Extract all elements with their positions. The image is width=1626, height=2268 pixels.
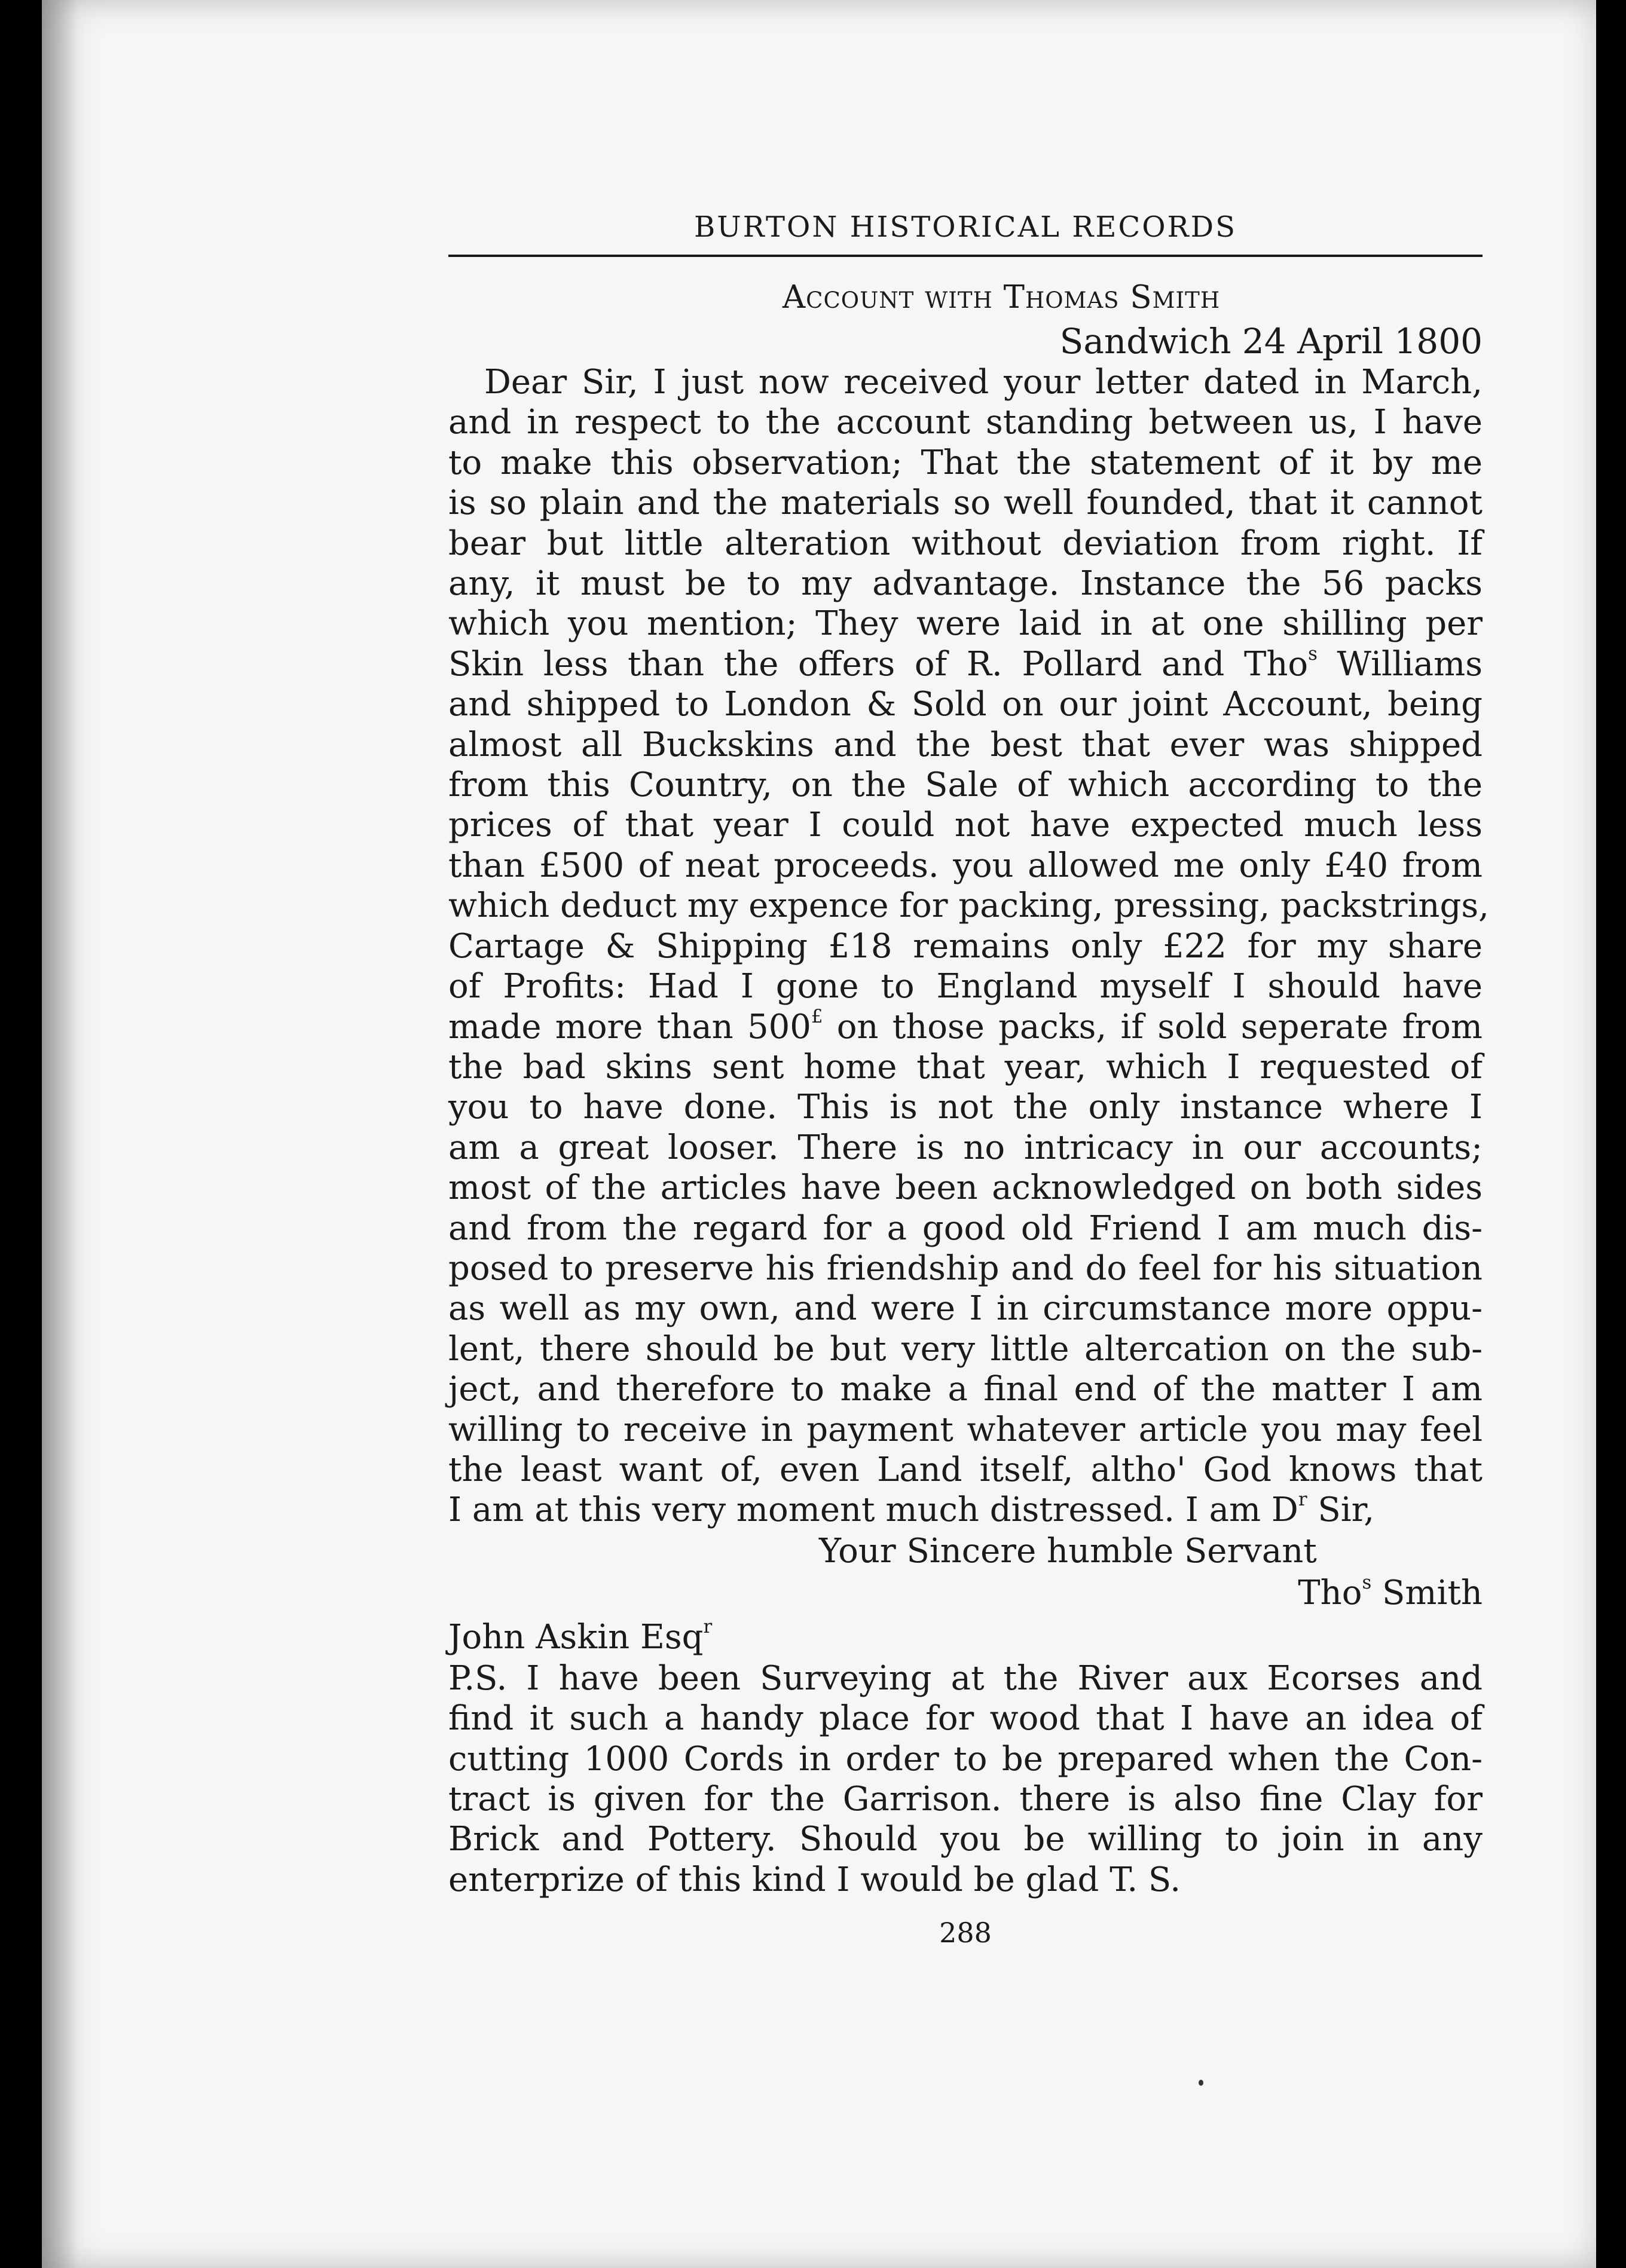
body-line: and from the regard for a good old Friend I am much dis- bbox=[448, 1208, 1483, 1248]
body-line: the bad skins sent home that year, which I requested of bbox=[448, 1047, 1483, 1086]
letter-body bbox=[448, 362, 1489, 1531]
body-line-with-superscript bbox=[448, 1490, 1483, 1530]
header-rule bbox=[448, 255, 1483, 257]
body-line-with-superscript bbox=[448, 1007, 1483, 1047]
body-line: any, it must be to my advantage. Instance the 56 packs bbox=[448, 564, 1483, 604]
body-line: posed to preserve his friendship and do feel for his situation bbox=[448, 1248, 1483, 1288]
body-line: from this Country, on the Sale of which according to the bbox=[448, 766, 1483, 805]
signature-text: Tho bbox=[1298, 1573, 1362, 1612]
signature-surname: Smith bbox=[1371, 1573, 1483, 1612]
text-block bbox=[448, 203, 1489, 1954]
ps-line: Brick and Pottery. Should you be willing to join in any bbox=[448, 1820, 1483, 1859]
binding-shadow bbox=[42, 0, 78, 2268]
postscript bbox=[448, 1658, 1483, 1900]
body-line-text: I am at this very moment much distressed. I am D bbox=[448, 1490, 1298, 1530]
superscript: s bbox=[1362, 1571, 1372, 1593]
article-title: Account with Thomas Smith bbox=[782, 279, 1221, 316]
paper-speck bbox=[1199, 2080, 1203, 2086]
superscript: r bbox=[1298, 1489, 1307, 1511]
body-line: you to have done. This is not the only instance where I bbox=[448, 1088, 1483, 1127]
body-line: willing to receive in payment whatever article you may feel bbox=[448, 1410, 1483, 1449]
page-number: 288 bbox=[939, 1917, 992, 1949]
body-line: and in respect to the account standing between us, I have bbox=[448, 403, 1483, 442]
superscript: £ bbox=[811, 1005, 823, 1027]
body-line: prices of that year I could not have expected much less bbox=[448, 806, 1483, 845]
ps-line: cutting 1000 Cords in order to be prepared when the Con- bbox=[448, 1739, 1483, 1779]
body-line-tail: Williams bbox=[1317, 644, 1483, 684]
body-line: which you mention; They were laid in at one shilling per bbox=[448, 604, 1483, 644]
body-line: am a great looser. There is no intricacy in our accounts; bbox=[448, 1128, 1483, 1167]
body-line: bear but little alteration without deviation from right. If bbox=[448, 524, 1483, 563]
superscript: s bbox=[1308, 642, 1318, 665]
ps-line: tract is given for the Garrison. there is also fine Clay for bbox=[448, 1780, 1483, 1819]
body-line-tail: Sir, bbox=[1307, 1490, 1375, 1530]
ps-line: enterprize of this kind I would be glad T. S. bbox=[448, 1860, 1181, 1899]
body-line: ject, and therefore to make a final end of the matter I am bbox=[448, 1370, 1483, 1409]
body-line: lent, there should be but very little altercation on the sub- bbox=[448, 1329, 1483, 1369]
signature bbox=[448, 1572, 1483, 1614]
body-line: than £500 of neat proceeds. you allowed me only £40 from bbox=[448, 846, 1483, 885]
ps-line: P.S. I have been Surveying at the River aux Ecorses and bbox=[448, 1658, 1483, 1698]
body-line-text: Skin less than the offers of R. Pollard and Tho bbox=[448, 644, 1309, 684]
body-line: and shipped to London & Sold on our joint Account, being bbox=[448, 685, 1483, 724]
body-line: the least want of, even Land itself, altho' God knows that bbox=[448, 1450, 1483, 1489]
body-line: almost all Buckskins and the best that ever was shipped bbox=[448, 725, 1483, 764]
body-line: to make this observation; That the statement of it by me bbox=[448, 443, 1483, 482]
addressee bbox=[448, 1617, 1483, 1658]
body-line: most of the articles have been acknowledged on both sides bbox=[448, 1168, 1483, 1208]
body-line: as well as my own, and were I in circumstance more oppu- bbox=[448, 1289, 1483, 1329]
body-line: which deduct my expence for packing, pressing, packstrings, bbox=[448, 886, 1489, 926]
body-line: is so plain and the materials so well founded, that it cannot bbox=[448, 483, 1483, 523]
running-head: BURTON HISTORICAL RECORDS bbox=[693, 210, 1237, 244]
addressee-text: John Askin Esq bbox=[448, 1617, 704, 1657]
closing-salutation: Your Sincere humble Servant bbox=[819, 1531, 1317, 1571]
dateline: Sandwich 24 April 1800 bbox=[1059, 321, 1483, 362]
body-line-with-superscript bbox=[448, 644, 1483, 684]
body-line: Dear Sir, I just now received your letter dated in March, bbox=[484, 363, 1483, 402]
body-line-text: made more than 500 bbox=[448, 1007, 811, 1046]
body-line: of Profits: Had I gone to England myself I should have bbox=[448, 967, 1483, 1006]
body-line-tail: on those packs, if sold seperate from bbox=[823, 1007, 1483, 1046]
ps-line: find it such a handy place for wood that I have an idea of bbox=[448, 1699, 1483, 1739]
body-line: Cartage & Shipping £18 remains only £22 for my share bbox=[448, 926, 1483, 966]
superscript: r bbox=[703, 1615, 713, 1638]
